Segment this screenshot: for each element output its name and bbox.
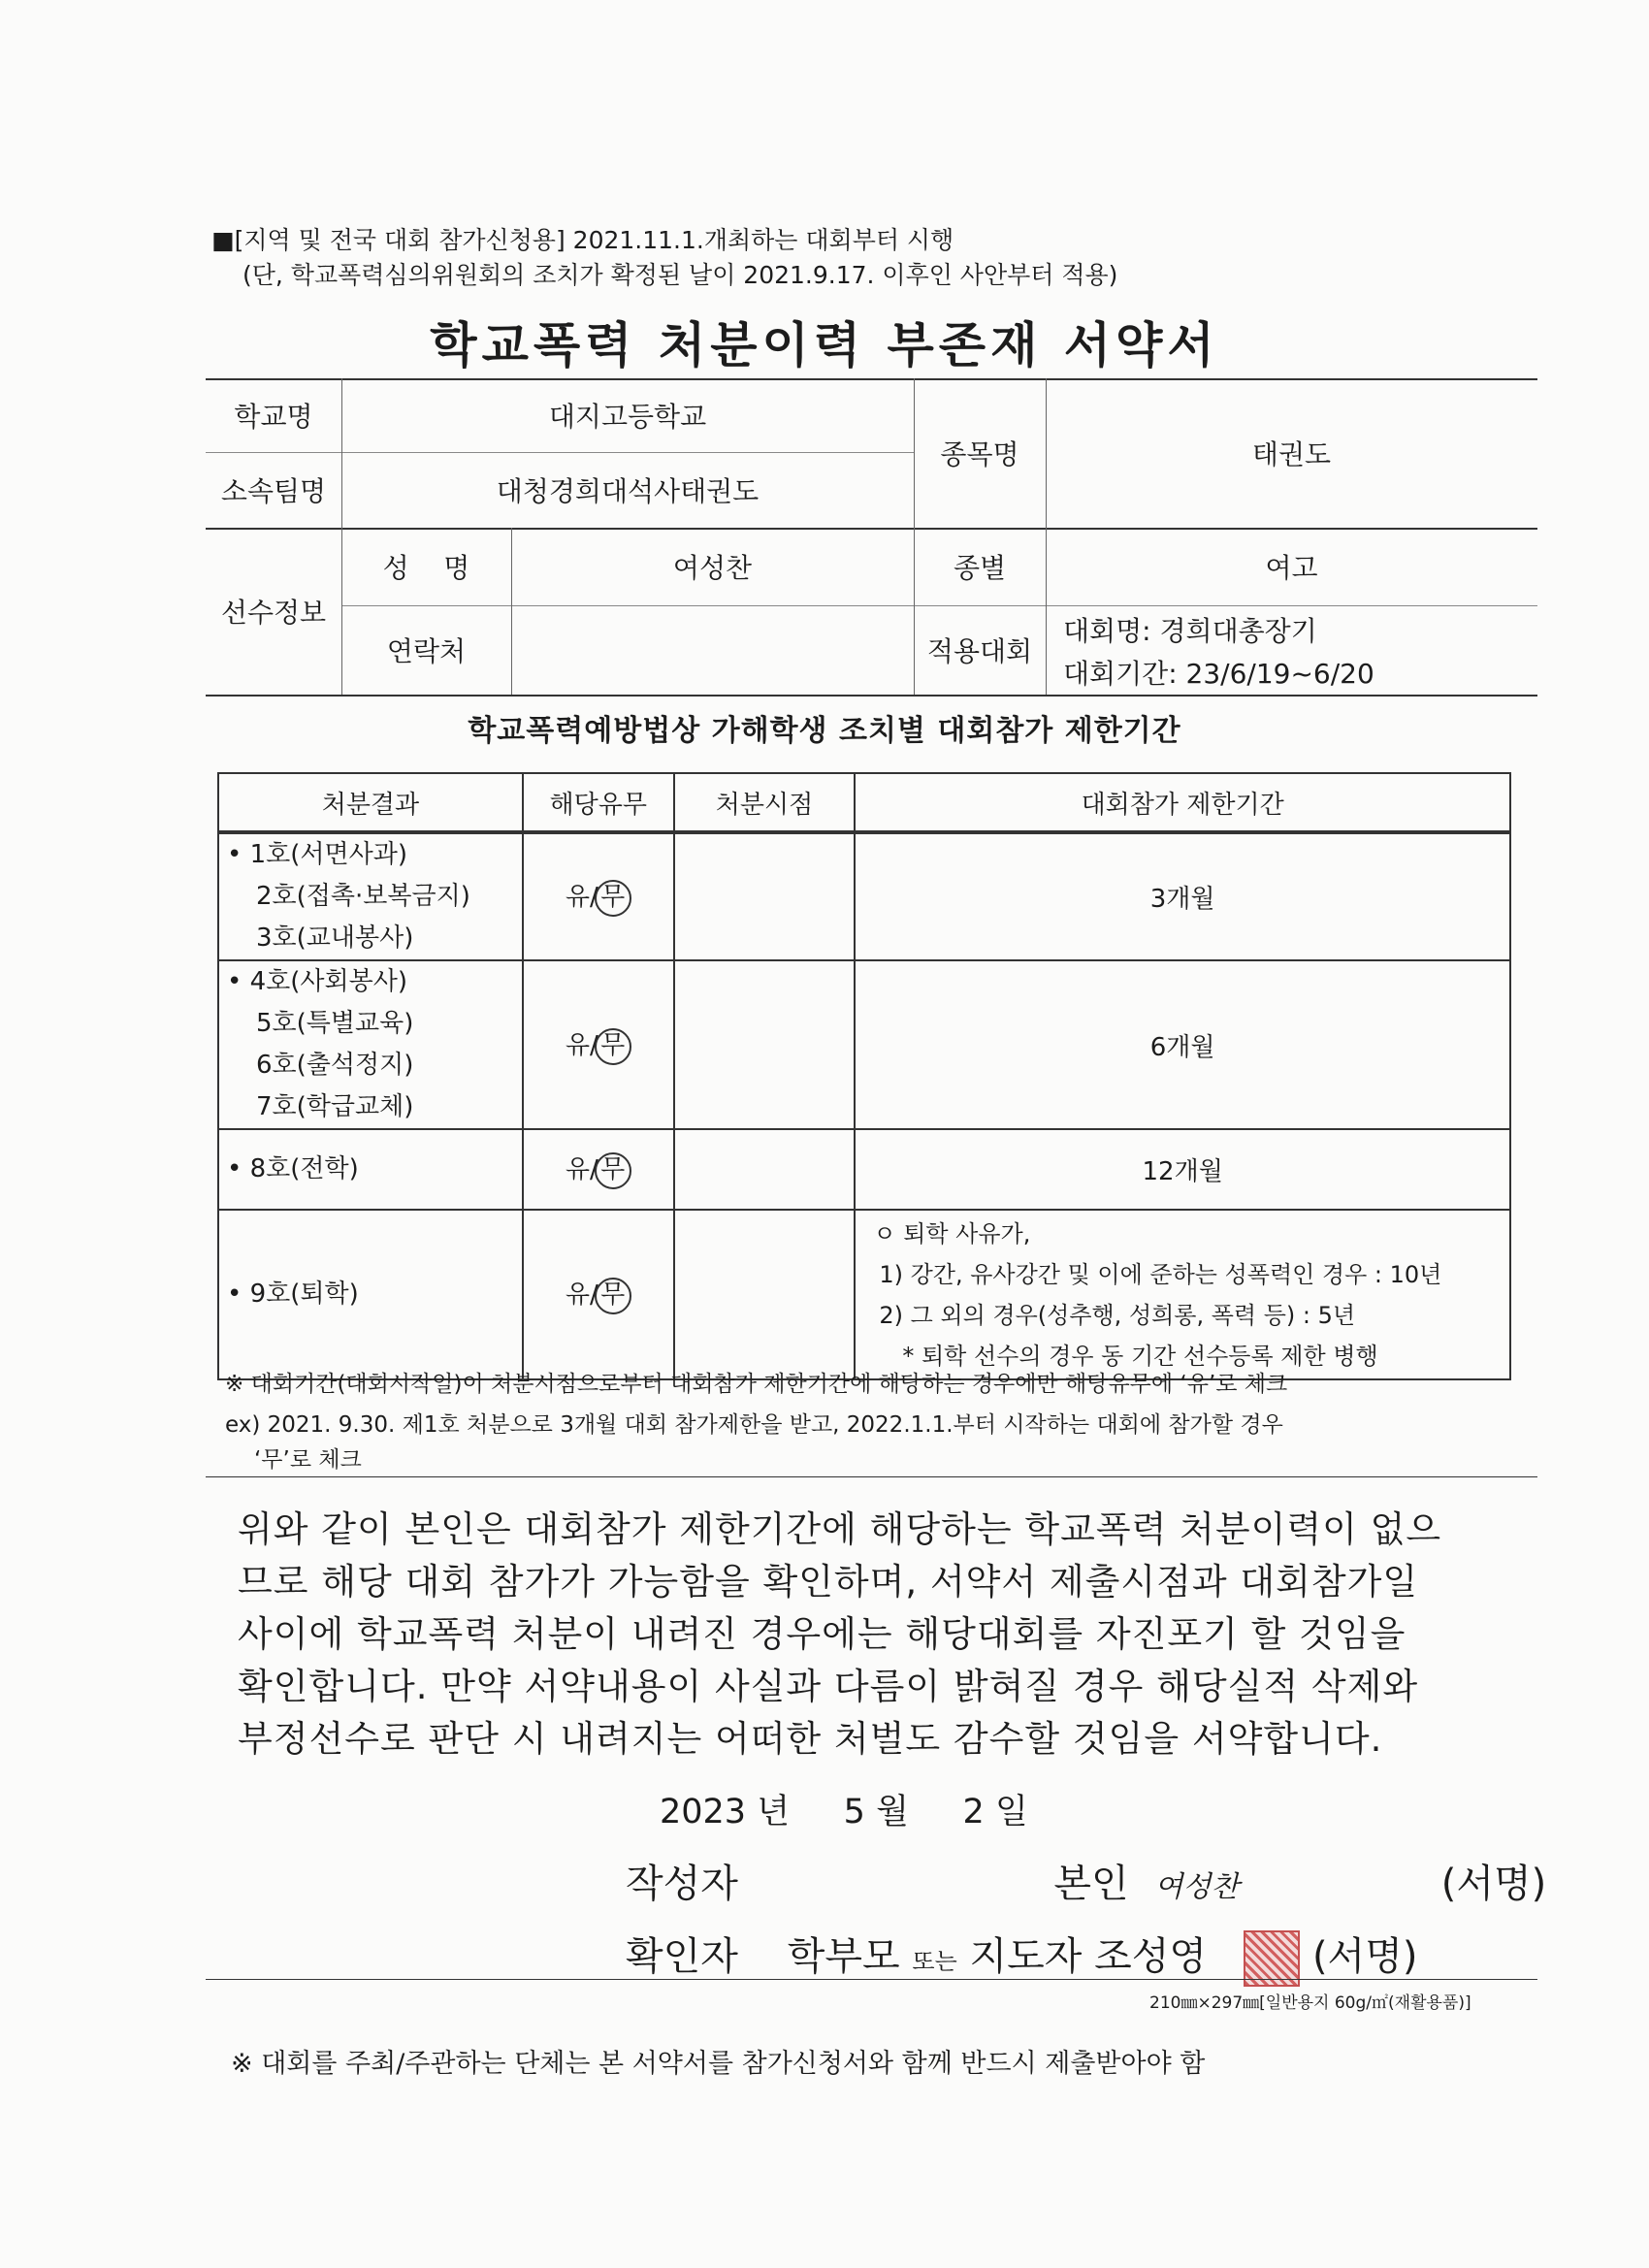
event-value: 태권도 [1251,438,1332,470]
disposition-item: 5호(특별교육) [256,1009,414,1038]
column-header: 처분시점 [674,773,856,832]
disposition-item: • 4호(사회봉사) [227,967,408,996]
writer-row [626,1853,1546,1908]
divider [206,1979,1537,1980]
table-row [218,960,1510,1129]
restriction-title: 학교폭력예방법상 가해학생 조치별 대회참가 제한기간 [468,714,1181,748]
disposition-item: • 8호(전학) [227,1154,359,1183]
team-value: 대청경희대석사태권도 [496,475,760,507]
restriction-period: 12개월 [855,1129,1510,1210]
header-line-2: (단, 학교폭력심의위원회의 조치가 확정된 날이 2021.9.17. 이후인 사안부터 적용) [242,261,1118,289]
applicable-checkbox[interactable] [523,1210,674,1379]
writer-label: 작성자 [626,1862,738,1906]
document-title: 학교폭력 처분이력 부존재 서약서 [430,317,1219,373]
yes-option: 유/ [565,883,598,912]
detail-line: * 퇴학 선수의 경우 동 기간 선수등록 제한 병행 [902,1342,1378,1370]
applicable-checkbox[interactable] [523,960,674,1129]
applicable-checkbox[interactable] [523,1129,674,1210]
yes-option: 유/ [565,1030,598,1060]
restriction-period: 3개월 [855,832,1510,960]
pledge-line: 므로 해당 대회 참가가 가능함을 확인하며, 서약서 제출시점과 대회참가일 [238,1561,1419,1603]
disposition-item: 2호(접촉·보복금지) [256,882,470,911]
table-header-row [218,773,1510,832]
pledge-line: 부정선수로 판단 시 내려지는 어떠한 처벌도 감수할 것임을 서약합니다. [238,1718,1383,1760]
note-1: ※ 대회기간(대회시작일)이 처분시점으로부터 대회참가 제한기간에 해당하는 경우에만 해당유무에 ‘유’로 체크 [225,1372,1288,1397]
disposition-time [674,960,856,1129]
disposition-item: • 9호(퇴학) [227,1280,359,1309]
sign-mark: (서명) [1440,1862,1547,1906]
gender-label: 종별 [953,552,1007,584]
disposition-item: • 1호(서면사과) [227,840,408,869]
name-value: 여성찬 [672,552,753,584]
date-month: 5 [843,1793,865,1831]
competition-label: 적용대회 [926,635,1033,667]
coach-label: 지도자 [969,1934,1083,1979]
disposition-item: 6호(출석정지) [256,1051,414,1080]
disposition-item: 3호(교내봉사) [256,923,414,953]
disposition-time [674,832,856,960]
table-row [218,1210,1510,1379]
date-year: 2023 [660,1793,747,1831]
gender-value: 여고 [1265,552,1318,584]
column-header: 처분결과 [218,773,523,832]
self-signature: 여성찬 [1154,1870,1240,1904]
date-day-unit: 일 [994,1793,1028,1831]
date-day: 2 [962,1793,985,1831]
disposition-list [218,832,523,960]
table-row [218,1129,1510,1210]
yes-option: 유/ [565,1155,598,1184]
divider [206,1476,1537,1477]
pledge-line: 확인합니다. 만약 서약내용이 사실과 다름이 밝혀질 경우 해당실적 삭제와 [238,1666,1419,1707]
player-info-label: 선수정보 [220,597,327,629]
event-label: 종목명 [940,438,1019,470]
sign-mark: (서명) [1311,1934,1418,1979]
school-label: 학교명 [234,401,313,433]
confirmer-row [626,1926,1417,1987]
disposition-item: 7호(학급교체) [256,1092,414,1121]
pledge-text [238,1504,1441,1766]
disposition-table [217,772,1511,1380]
name-label: 성 명 [382,552,470,584]
header-line-1: ■[지역 및 전국 대회 참가신청용] 2021.11.1.개최하는 대회부터 시행 [211,226,954,254]
parent-label: 학부모 [787,1934,900,1979]
contact-label: 연락처 [386,635,467,667]
disposition-list [218,1210,523,1379]
no-option-circled: 무 [595,1152,631,1189]
date-year-unit: 년 [757,1793,791,1831]
contact-value [511,605,914,695]
pledge-line: 위와 같이 본인은 대회참가 제한기간에 해당하는 학교폭력 처분이력이 없으 [238,1508,1442,1550]
restriction-period: 6개월 [855,960,1510,1129]
disposition-time [674,1210,856,1379]
disposition-time [674,1129,856,1210]
no-option-circled: 무 [595,1278,631,1314]
competition-name: 대회명: 경희대총장기 [1063,615,1317,647]
no-option-circled: 무 [595,1028,631,1065]
no-option-circled: 무 [595,880,631,917]
applicable-checkbox[interactable] [523,832,674,960]
restriction-period-detail [855,1210,1510,1379]
note-2: ex) 2021. 9.30. 제1호 처분으로 3개월 대회 참가제한을 받고, 2022.1.1.부터 시작하는 대회에 참가할 경우 [225,1412,1283,1438]
detail-line: ㅇ 퇴학 사유가, [873,1219,1031,1247]
or-label: 또는 [912,1948,957,1975]
note-3: ‘무’로 체크 [254,1447,362,1473]
paper-spec: 210㎜×297㎜[일반용지 60g/㎡(재활용품)] [1149,1993,1471,2013]
self-label: 본인 [1053,1862,1129,1906]
signing-date [660,1785,1028,1833]
footnote: ※ 대회를 주최/주관하는 단체는 본 서약서를 참가신청서와 함께 반드시 제출받아야 함 [231,2049,1206,2079]
column-header: 대회참가 제한기간 [855,773,1510,832]
detail-line: 1) 강간, 유사강간 및 이에 준하는 성폭력인 경우 : 10년 [879,1260,1442,1288]
table-row [218,832,1510,960]
pledge-line: 사이에 학교폭력 처분이 내려진 경우에는 해당대회를 자진포기 할 것임을 [238,1613,1406,1655]
disposition-list [218,1129,523,1210]
competition-period: 대회기간: 23/6/19~6/20 [1063,658,1374,690]
disposition-list [218,960,523,1129]
team-label: 소속팀명 [220,475,327,507]
date-month-unit: 월 [876,1793,909,1831]
column-header: 해당유무 [523,773,674,832]
confirmer-label: 확인자 [626,1934,738,1979]
divider [206,695,1537,697]
detail-line: 2) 그 외의 경우(성추행, 성희롱, 폭력 등) : 5년 [879,1301,1356,1329]
yes-option: 유/ [565,1280,598,1310]
school-value: 대지고등학교 [548,401,707,433]
coach-name: 조성영 [1094,1934,1208,1979]
